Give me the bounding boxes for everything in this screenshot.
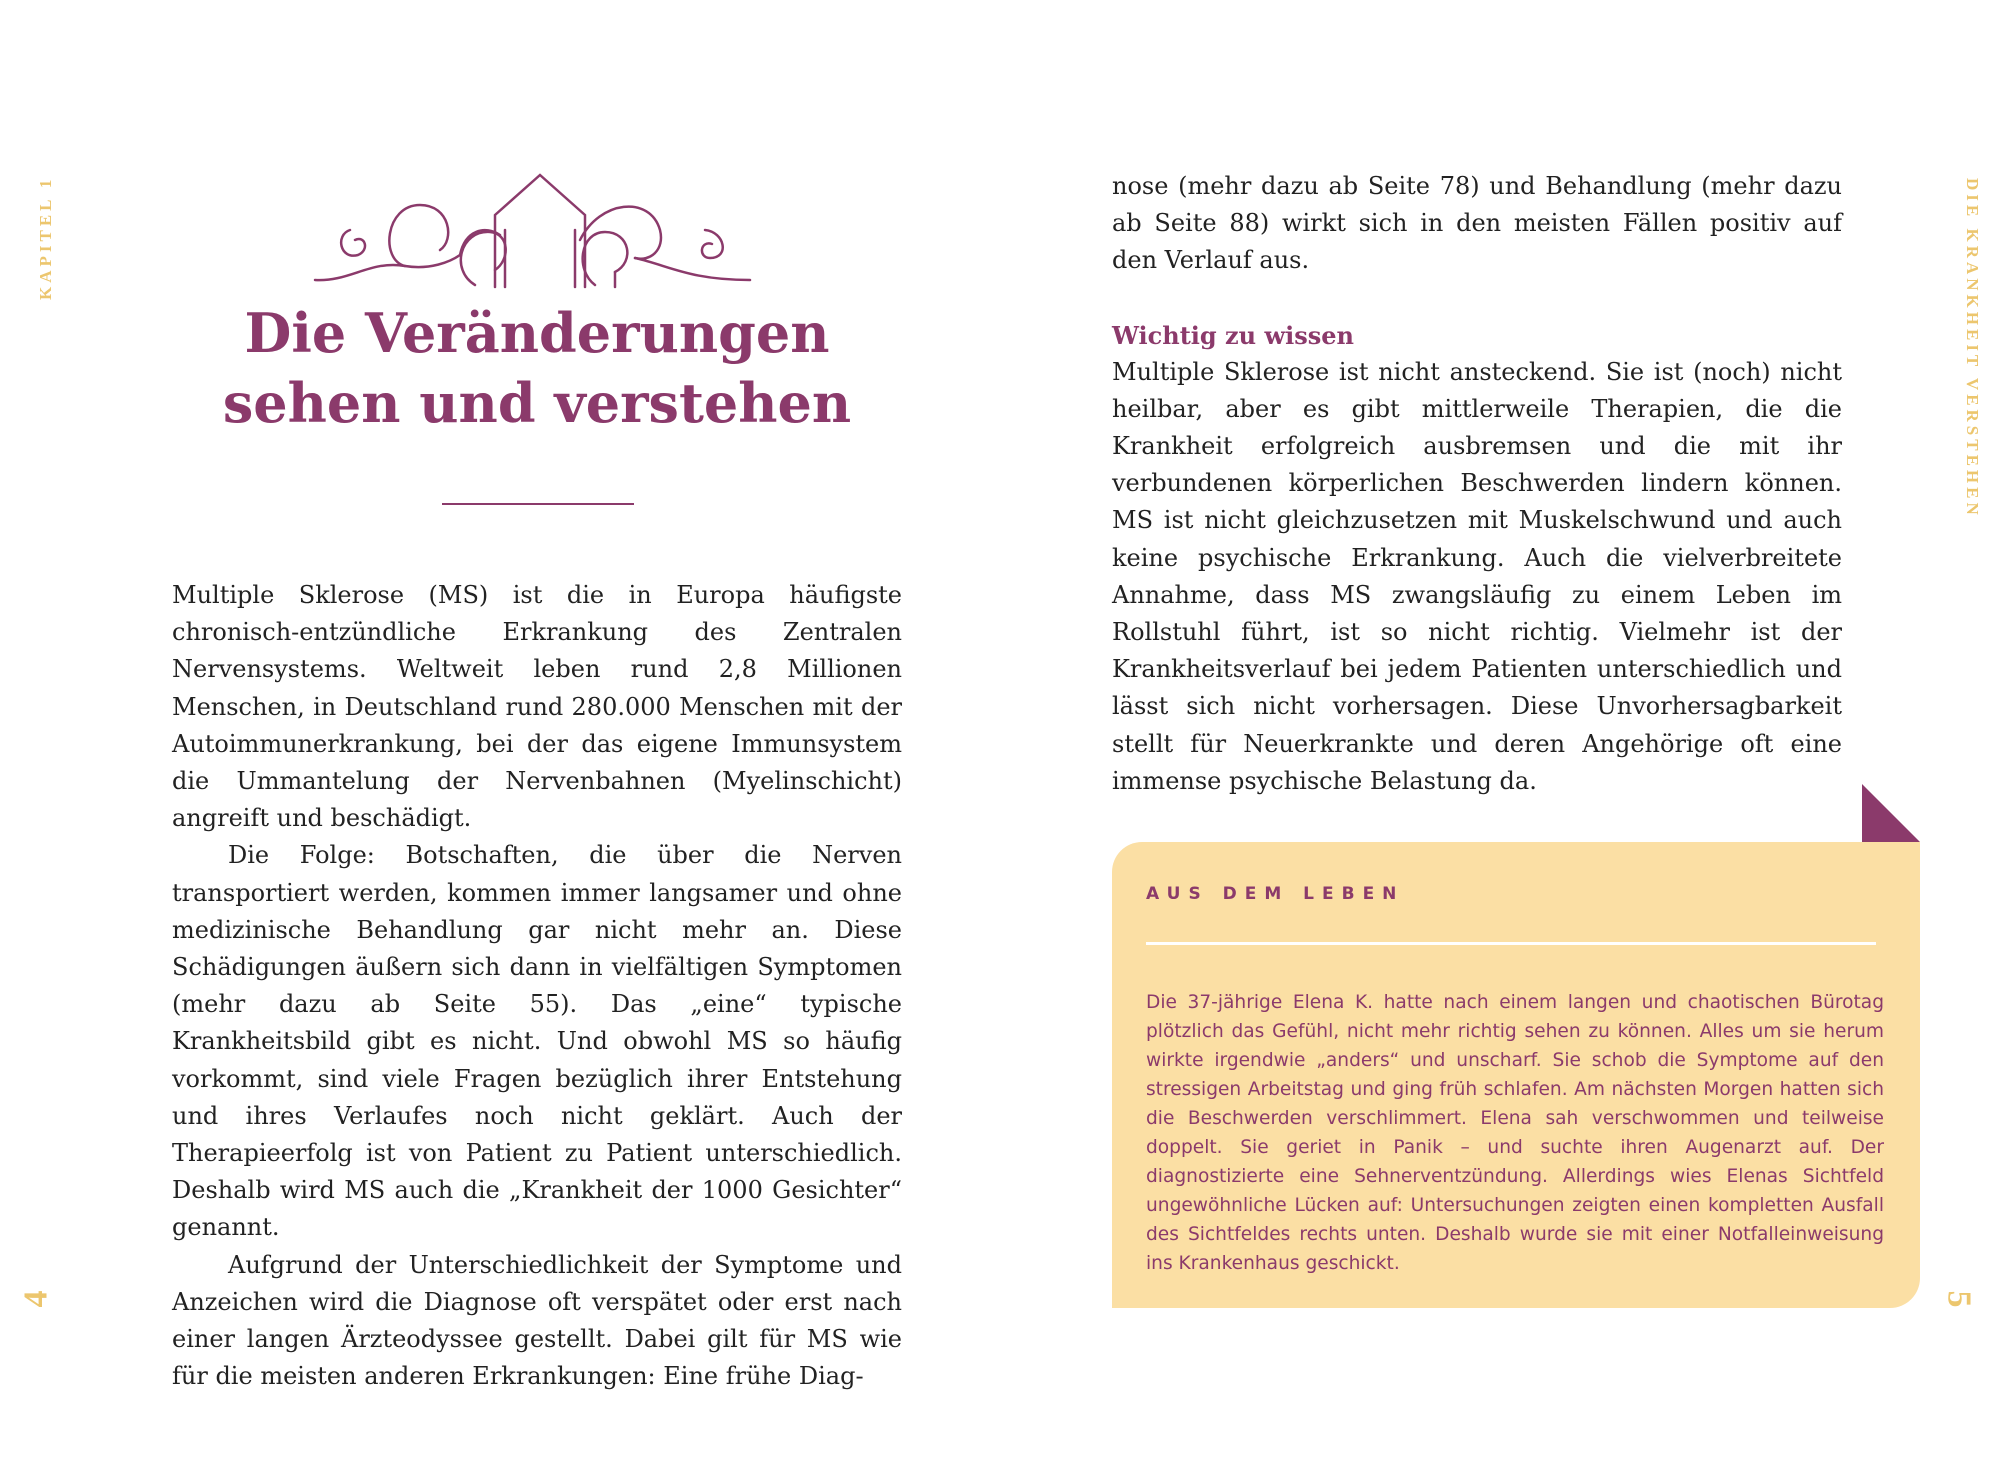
chapter-title-line1: Die Veränderungen (244, 301, 830, 365)
title-divider (442, 503, 634, 505)
right-column (1112, 168, 1842, 800)
paragraph-consequence: Die Folge: Botschaften, die über die Nerven transportiert werden, kommen immer langsamer und ohne medizinische Behandlung gar nicht mehr an. Diese Schädigungen äußern sich dann in vielfältigen Symptomen (mehr dazu ab Seite 55). Das „eine“ typische Krankheitsbild gibt es nicht. Und obwohl MS so häufig vorkommt, sind viele Fragen bezüglich ihrer Entstehung und ihres Verlaufes noch nicht geklärt. Auch der Therapieerfolg ist von Patient zu Patient unterschiedlich. Deshalb wird MS auch die „Krankheit der 1000 Gesichter“ genannt. (172, 841, 902, 1242)
paragraph-continuation: nose (mehr dazu ab Seite 78) und Behandlung (mehr dazu ab Seite 88) wirkt sich in den meisten Fällen positiv auf den Verlauf aus. (1112, 172, 1842, 275)
box-label: AUS DEM LEBEN (1146, 884, 1405, 904)
paragraph-wichtig: Multiple Sklerose ist nicht ansteckend. Sie ist (noch) nicht heilbar, aber es gibt mittlerweile Therapien, die die Krankheit erfolgreich ausbremsen und die mit ihr verbundenen körperlichen Beschwerden lindern können. MS ist nicht gleichzusetzen mit Muskelschwund und auch keine psychische Erkrankung. Auch die vielverbreitete Annahme, dass MS zwangsläufig zu einem Leben im Rollstuhl führt, ist so nicht richtig. Vielmehr ist der Krankheitsverlauf bei jedem Patienten unterschiedlich und lässt sich nicht vorhersagen. Diese Unvorhersagbarkeit stellt für Neuerkrankte und deren Angehörige oft eine immense psychische Belastung da. (1112, 357, 1842, 795)
box-divider (1146, 942, 1876, 945)
paragraph-diagnosis: Aufgrund der Unterschiedlichkeit der Symptome und Anzeichen wird die Diagnose oft verspätet oder erst nach einer langen Ärzteodyssee gestellt. Dabei gilt für MS wie für die meisten anderen Erkrankungen: Eine frühe Diag- (172, 1250, 902, 1391)
chapter-side-label: KAPITEL 1 (36, 175, 55, 300)
section-side-label: DIE KRANKHEIT VERSTEHEN (1963, 178, 1982, 519)
aus-dem-leben-box (1112, 842, 1920, 1308)
box-story-text: Die 37-jährige Elena K. hatte nach einem langen und chaotischen Bürotag plötzlich das Gefühl, nicht mehr richtig sehen zu können. Alles um sie herum wirkte irgendwie „anders“ und unscharf. Sie schob die Symptome auf den stressigen Arbeitstag und ging früh schlafen. Am nächsten Morgen hatten sich die Beschwerden verschlimmert. Elena sah verschwommen und teilweise doppelt. Sie geriet in Panik – und suchte ihren Augenarzt auf. Der diagnostizierte eine Sehnerventzündung. Allerdings wies Elenas Sichtfeld ungewöhnliche Lücken auf: Untersuchungen zeigten einen kompletten Ausfall des Sichtfeldes rechts unten. Deshalb wurde sie mit einer Notfalleinweisung ins Krankenhaus geschickt. (1146, 992, 1884, 1274)
page-number-right: 5 (1940, 1290, 1978, 1308)
paragraph-intro: Multiple Sklerose (MS) ist die in Europa häufigste chronisch-entzündliche Erkrankung des Zentralen Nervensystems. Weltweit leben rund 2,8 Millionen Menschen, in Deutschland rund 280.000 Menschen mit der Autoimmunerkrankung, bei der das eigene Immunsystem die Ummantelung der Nervenbahnen (Myelinschicht) angreift und beschädigt. (172, 581, 902, 833)
ornament-house-icon (310, 170, 760, 290)
chapter-title-line2: sehen und verstehen (222, 371, 852, 435)
box-corner-flag-icon (1862, 784, 1920, 842)
left-column (172, 577, 902, 1395)
page-number-left: 4 (17, 1290, 55, 1308)
subheading-wichtig: Wichtig zu wissen (1112, 320, 1355, 350)
chapter-title (172, 298, 902, 438)
